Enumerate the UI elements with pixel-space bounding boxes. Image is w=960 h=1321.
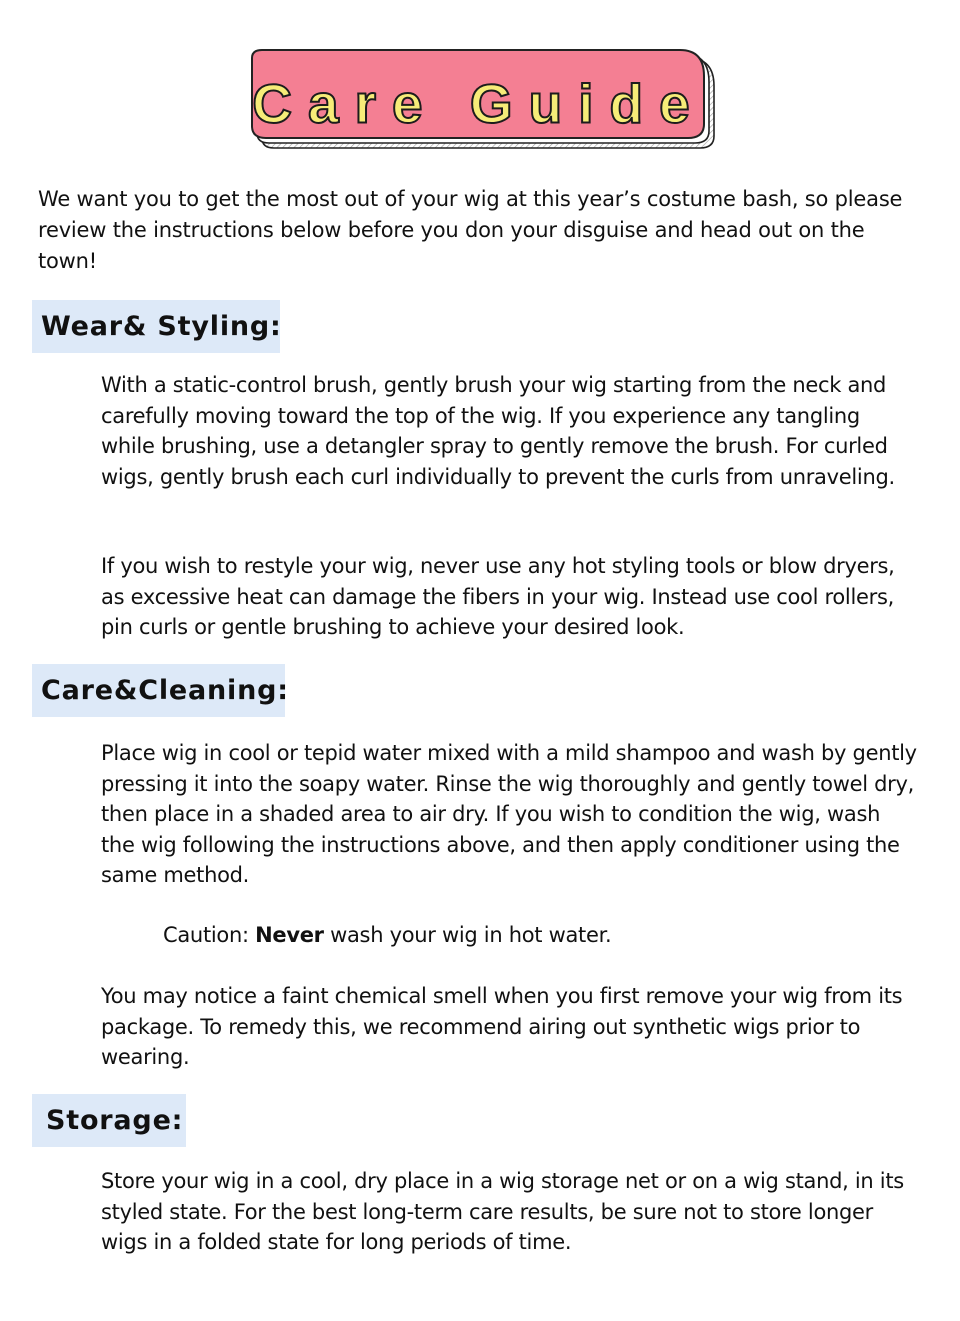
- wear-styling-paragraph-restyle: If you wish to restyle your wig, never use any hot styling tools or blow dryers, as excessive heat can damage the fibers in your wig. Instead use cool rollers, pin curls or gentle brushing to achieve your desired look.: [101, 554, 895, 639]
- intro-paragraph: We want you to get the most out of your wig at this year’s costume bash, so please review the instructions below before you don your disguise and head out on the town!: [38, 187, 903, 273]
- section-heading-care-cleaning: Care&Cleaning:: [32, 664, 285, 717]
- caution-note: [163, 920, 883, 951]
- caution-label: Caution:: [163, 923, 256, 947]
- section-heading-storage: Storage:: [32, 1094, 186, 1147]
- section-heading-wear-styling: Wear& Styling:: [32, 300, 280, 353]
- wear-styling-paragraph-brushing: With a static-control brush, gently brush your wig starting from the neck and carefully moving toward the top of the wig. If you experience any tangling while brushing, use a detangler spray to gently remove the brush. For curled wigs, gently brush each curl individually to prevent the curls from unraveling.: [101, 373, 895, 489]
- care-cleaning-paragraph-washing: Place wig in cool or tepid water mixed with a mild shampoo and wash by gently pressing it into the soapy water. Rinse the wig thoroughly and gently towel dry, then place in a shaded area to air dry. If you wish to condition the wig, wash the wig following the instructions above, and then apply conditioner using the same method.: [101, 741, 917, 887]
- title-banner: [248, 46, 720, 154]
- caution-emphasis: Never: [255, 923, 324, 947]
- page-title: Care Guide: [252, 72, 706, 135]
- caution-text: wash your wig in hot water.: [323, 923, 612, 947]
- care-cleaning-paragraph-smell: You may notice a faint chemical smell when you first remove your wig from its package. To remedy this, we recommend airing out synthetic wigs prior to wearing.: [101, 984, 903, 1069]
- storage-paragraph: Store your wig in a cool, dry place in a wig storage net or on a wig stand, in its styled state. For the best long-term care results, be sure not to store longer wigs in a folded state for long periods of time.: [101, 1169, 904, 1254]
